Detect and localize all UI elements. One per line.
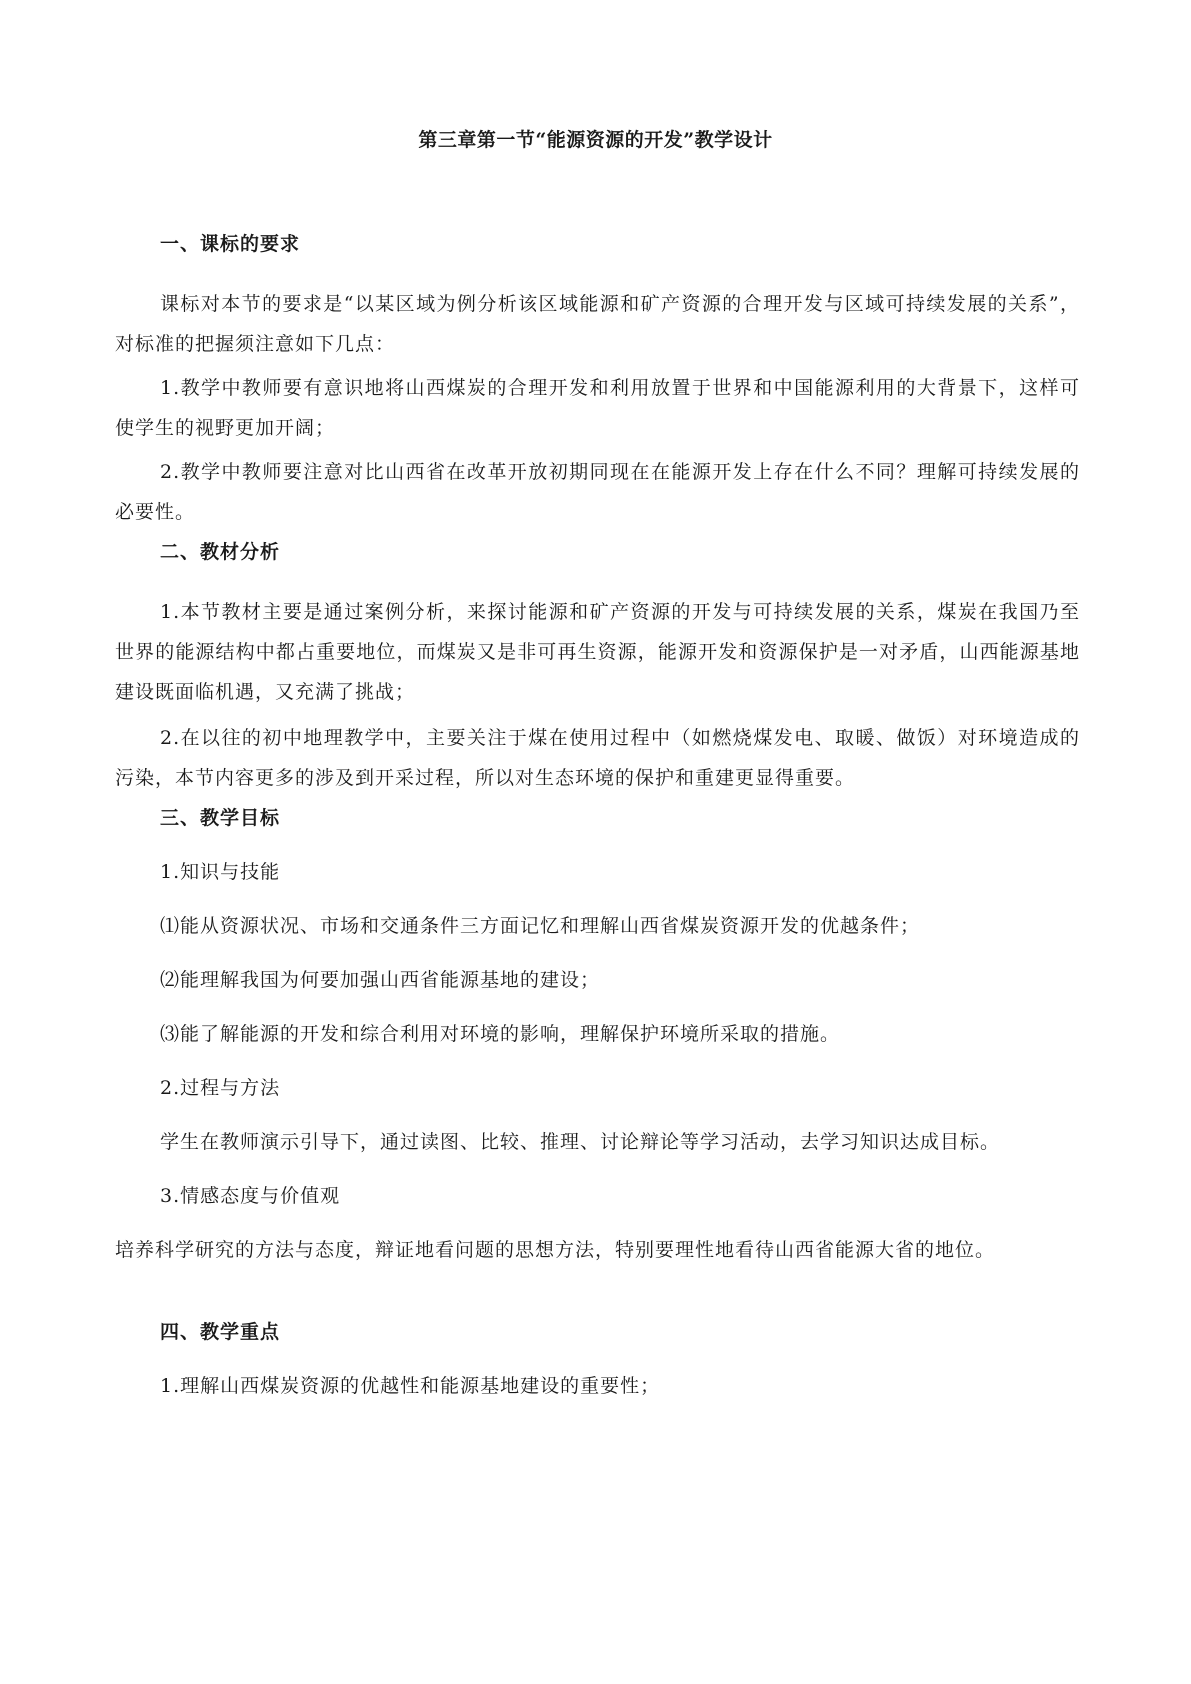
objective-item-2: ⑵能理解我国为何要加强山西省能源基地的建设； <box>160 969 601 991</box>
section-heading-standards: 一、课标的要求 <box>160 233 301 255</box>
standards-point-2: 2.教学中教师要注意对比山西省在改革开放初期同现在在能源开发上存在什么不同？理解可持续发展的必要性。 <box>115 461 1080 523</box>
section-heading-textbook-analysis: 二、教材分析 <box>160 541 281 563</box>
standards-intro-paragraph: 课标对本节的要求是“以某区域为例分析该区域能源和矿产资源的合理开发与区域可持续发展的关系”，对标准的把握须注意如下几点： <box>115 293 1080 355</box>
objective-attitude-text: 培养科学研究的方法与态度，辩证地看问题的思想方法，特别要理性地看待山西省能源大省的地位。 <box>115 1239 996 1261</box>
objective-item-3: ⑶能了解能源的开发和综合利用对环境的影响，理解保护环境所采取的措施。 <box>160 1023 841 1045</box>
objective-item-1: ⑴能从资源状况、市场和交通条件三方面记忆和理解山西省煤炭资源开发的优越条件； <box>160 915 921 937</box>
objective-process-methods: 2.过程与方法 <box>160 1077 281 1099</box>
standards-point-1: 1.教学中教师要有意识地将山西煤炭的合理开发和利用放置于世界和中国能源利用的大背景下，这样可使学生的视野更加开阔； <box>115 377 1080 439</box>
section-heading-teaching-focus: 四、教学重点 <box>160 1321 281 1343</box>
objective-attitudes-values: 3.情感态度与价值观 <box>160 1185 341 1207</box>
textbook-analysis-point-1: 1.本节教材主要是通过案例分析，来探讨能源和矿产资源的开发与可持续发展的关系，煤炭在我国乃至世界的能源结构中都占重要地位，而煤炭又是非可再生资源，能源开发和资源保护是一对矛盾，山西能源基地建设既面临机遇，又充满了挑战； <box>115 601 1080 703</box>
section-heading-teaching-objectives: 三、教学目标 <box>160 807 281 829</box>
objective-knowledge-skills: 1.知识与技能 <box>160 861 281 883</box>
objective-method-text: 学生在教师演示引导下，通过读图、比较、推理、讨论辩论等学习活动，去学习知识达成目标。 <box>160 1131 1001 1153</box>
document-title: 第三章第一节“能源资源的开发”教学设计 <box>418 129 773 151</box>
textbook-analysis-point-2: 2.在以往的初中地理教学中，主要关注于煤在使用过程中（如燃烧煤发电、取暖、做饭）对环境造成的污染，本节内容更多的涉及到开采过程，所以对生态环境的保护和重建更显得重要。 <box>115 727 1080 789</box>
teaching-focus-point-1: 1.理解山西煤炭资源的优越性和能源基地建设的重要性； <box>160 1375 661 1397</box>
